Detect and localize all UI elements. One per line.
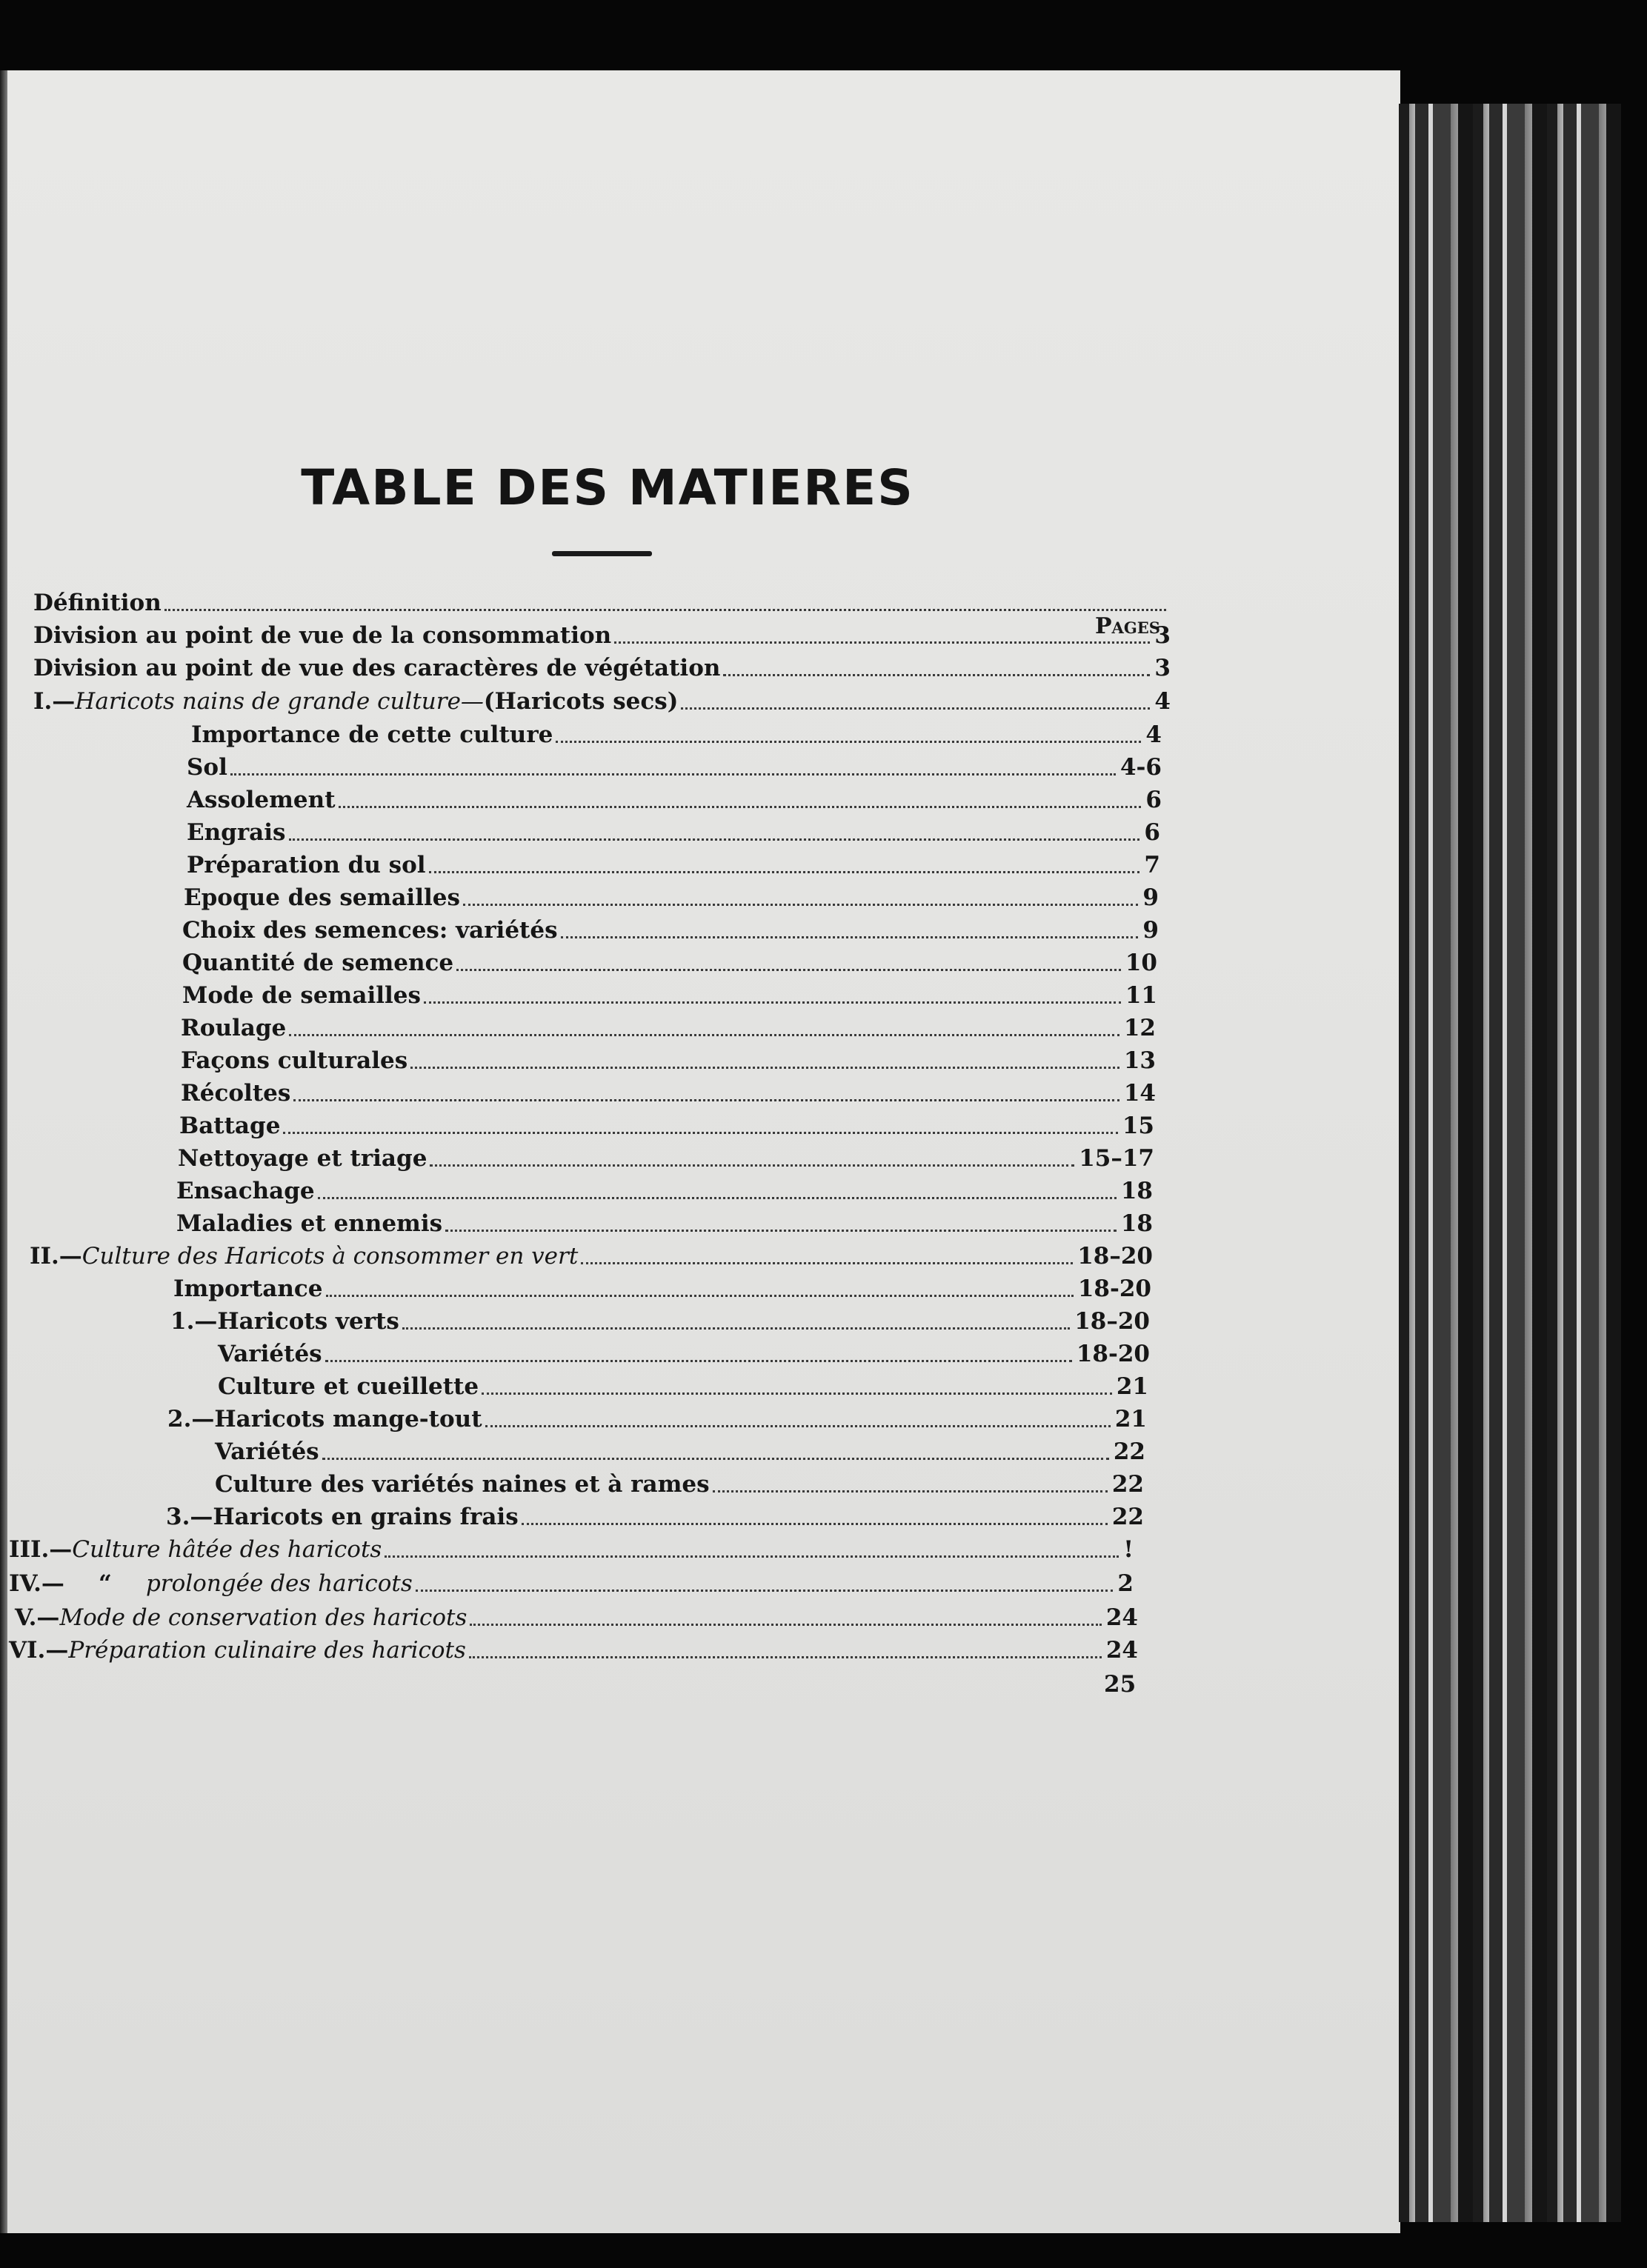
toc-entry-page: ! <box>1123 1536 1134 1563</box>
toc-entry-title <box>30 1245 578 1268</box>
dot-leader <box>325 1360 1072 1362</box>
dot-leader <box>681 707 1150 710</box>
toc-section-entry <box>30 1235 1153 1268</box>
toc-entry <box>179 1105 1154 1138</box>
toc-entry <box>181 1040 1156 1073</box>
dot-leader <box>561 936 1139 938</box>
toc-entry <box>33 647 1171 680</box>
toc-entry <box>218 1333 1150 1366</box>
toc-entry <box>191 714 1162 747</box>
toc-entry-title: Battage <box>179 1113 281 1139</box>
toc-entry-title: Quantité de semence <box>182 950 454 976</box>
dot-leader <box>614 641 1150 644</box>
section-numeral: V.— <box>15 1604 60 1631</box>
toc-entry-page: 2 <box>1117 1570 1134 1597</box>
book-spine-edge <box>1399 104 1621 2222</box>
toc-entry-page: 9 <box>1142 884 1159 911</box>
section-italic-title: Culture hâtée des haricots <box>72 1536 382 1563</box>
toc-entry <box>176 1203 1153 1235</box>
dot-leader <box>723 674 1150 676</box>
toc-entry-title <box>9 1572 413 1595</box>
toc-entry-title: 1.—Haricots verts <box>170 1308 399 1335</box>
toc-entry-page: 22 <box>1111 1471 1144 1498</box>
toc-entry-title: Mode de semailles <box>182 982 421 1009</box>
toc-entry-title: Division au point de vue des caractères de végétation <box>33 655 721 681</box>
toc-trailing-page-number <box>1104 1664 1138 1696</box>
dot-leader <box>289 838 1140 841</box>
toc-entry-page: 15–17 <box>1079 1145 1154 1172</box>
pages-column-header: Pages <box>1095 613 1160 639</box>
dot-leader <box>385 1555 1119 1558</box>
toc-entry-title: Importance <box>173 1275 323 1302</box>
dot-leader <box>482 1393 1112 1395</box>
dot-leader <box>289 1034 1119 1036</box>
toc-entry-page: 18 <box>1120 1210 1153 1237</box>
dot-leader <box>322 1458 1109 1460</box>
toc-entry <box>187 779 1162 812</box>
toc-entry-title: Culture des variétés naines et à rames <box>215 1471 710 1498</box>
toc-entry <box>170 1301 1150 1333</box>
toc-entry-page: 21 <box>1114 1406 1147 1432</box>
section-italic-title: Culture des Haricots à consommer en vert <box>81 1243 579 1270</box>
toc-entry <box>182 975 1157 1007</box>
toc-entry-page: 13 <box>1123 1047 1156 1074</box>
toc-entry-title: Assolement <box>187 787 336 813</box>
toc-entry-title: Engrais <box>187 819 286 846</box>
dot-leader <box>463 904 1138 906</box>
toc-entry-page: 4-6 <box>1119 754 1162 781</box>
toc-entry-page: 14 <box>1123 1080 1156 1107</box>
toc-entry-title: Définition <box>33 590 162 616</box>
dot-leader <box>283 1132 1117 1134</box>
toc-entry-page: 4 <box>1145 721 1162 748</box>
toc-entry-title: Récoltes <box>181 1080 291 1107</box>
toc-section-entry <box>33 681 1171 713</box>
toc-entry <box>187 812 1160 844</box>
toc-section-entry <box>15 1597 1138 1630</box>
toc-entry-title: Division au point de vue de la consommation <box>33 622 612 649</box>
toc-entry <box>218 1366 1148 1398</box>
dot-leader <box>581 1262 1073 1264</box>
toc-entry-title: I.—Haricots nains de grande culture—(Haricots secs) <box>33 688 679 715</box>
dot-leader <box>326 1295 1074 1297</box>
toc-entry-title: Epoque des semailles <box>184 884 460 911</box>
toc-entry <box>215 1464 1144 1496</box>
dot-leader <box>445 1230 1117 1232</box>
dot-leader <box>164 609 1166 611</box>
toc-entry <box>166 1496 1144 1529</box>
toc-entry-title: Choix des semences: variétés <box>182 917 558 944</box>
toc-entry-page: 24 <box>1105 1637 1138 1664</box>
section-numeral: II.— <box>30 1243 82 1270</box>
dot-leader <box>424 1001 1121 1004</box>
dot-leader <box>469 1656 1102 1658</box>
dot-leader <box>430 1164 1074 1167</box>
toc-entry <box>173 1268 1151 1301</box>
toc-entry <box>182 910 1159 942</box>
toc-entry-title: 2.—Haricots mange-tout <box>167 1406 482 1432</box>
toc-section-entry <box>9 1529 1134 1561</box>
toc-entry-page: 22 <box>1113 1438 1145 1465</box>
toc-entry <box>33 615 1171 647</box>
toc-entry <box>181 1007 1156 1040</box>
dot-leader <box>230 773 1116 776</box>
toc-entry-page: 9 <box>1142 917 1159 944</box>
toc-entry-page: 4 <box>1154 688 1171 715</box>
toc-entry-title <box>9 1538 382 1561</box>
toc-entry <box>176 1170 1153 1203</box>
toc-entry <box>167 1398 1147 1431</box>
section-italic-title: Mode de conservation des haricots <box>59 1604 468 1631</box>
dot-leader <box>456 969 1121 971</box>
toc-entry-title: Préparation du sol <box>187 852 426 878</box>
toc-entry-title: Variétés <box>215 1438 319 1465</box>
toc-entry-title: Nettoyage et triage <box>178 1145 427 1172</box>
toc-entry-title: Maladies et ennemis <box>176 1210 443 1237</box>
dot-leader <box>293 1099 1119 1101</box>
toc-entry <box>178 1138 1154 1170</box>
ditto-mark: “ <box>99 1570 112 1597</box>
toc-entry-page: 6 <box>1144 819 1160 846</box>
section-numeral: I.— <box>33 688 76 715</box>
toc-entry-page: 7 <box>1144 852 1160 878</box>
toc-entry-page: 24 <box>1105 1604 1138 1631</box>
toc-entry-page: 18–20 <box>1077 1243 1153 1270</box>
dot-leader <box>556 741 1141 743</box>
toc-entry-page: 10 <box>1125 950 1157 976</box>
toc-entry <box>184 877 1159 910</box>
toc-entry-title: Roulage <box>181 1015 287 1041</box>
toc-entry-page: 18-20 <box>1076 1341 1150 1367</box>
toc-entry-title: Ensachage <box>176 1178 315 1204</box>
toc-entry <box>181 1073 1156 1105</box>
toc-entry-title: Variétés <box>218 1341 322 1367</box>
dot-leader <box>470 1624 1101 1626</box>
section-italic-title: prolongée des haricots <box>145 1570 413 1597</box>
section-numeral: IV.— <box>9 1570 64 1597</box>
toc-entry <box>182 942 1157 975</box>
dot-leader <box>402 1327 1070 1330</box>
toc-entry-title: Façons culturales <box>181 1047 408 1074</box>
section-numeral: VI.— <box>9 1637 69 1664</box>
dot-leader <box>522 1523 1108 1525</box>
toc-entry-page: 18-20 <box>1077 1275 1151 1302</box>
toc-entry-page: 22 <box>1111 1504 1144 1530</box>
toc-section-entry <box>9 1630 1138 1662</box>
toc-entry-page: 18 <box>1120 1178 1153 1204</box>
toc-entry-title <box>9 1639 466 1662</box>
dot-leader <box>485 1425 1111 1427</box>
toc-entry-page: 15 <box>1122 1113 1154 1139</box>
toc-entry-page: 21 <box>1116 1373 1148 1400</box>
dot-leader <box>429 871 1140 873</box>
toc-entry-page: 3 <box>1154 655 1171 681</box>
toc-section-entry <box>9 1563 1134 1595</box>
toc-entry-page: 12 <box>1123 1015 1156 1041</box>
dot-leader <box>713 1490 1108 1492</box>
toc-entry-title <box>15 1604 468 1631</box>
dot-leader <box>318 1197 1117 1199</box>
toc-entry-title: 3.—Haricots en grains frais <box>166 1504 519 1530</box>
toc-entry-title: Culture et cueillette <box>218 1373 479 1400</box>
toc-entry-page: 18–20 <box>1074 1308 1150 1335</box>
section-italic-title: Préparation culinaire des haricots <box>68 1637 466 1664</box>
toc-entry <box>33 582 1171 615</box>
toc-entry <box>215 1431 1145 1464</box>
toc-entry-page: 3 <box>1154 622 1171 649</box>
toc-entry <box>187 844 1160 877</box>
section-numeral: III.— <box>9 1536 73 1563</box>
toc-entry-title: Sol <box>187 754 227 781</box>
page-title: TABLE DES MATIERES <box>301 459 914 516</box>
toc-entry <box>187 747 1162 779</box>
toc-entry-page: 11 <box>1125 982 1157 1009</box>
dot-leader <box>410 1067 1119 1069</box>
toc-entry-page: 25 <box>1104 1671 1137 1698</box>
toc-entry-page: 6 <box>1145 787 1162 813</box>
section-italic-title: Haricots nains de grande culture— <box>75 688 484 715</box>
dot-leader <box>416 1590 1114 1592</box>
dot-leader <box>339 806 1142 808</box>
toc-entry-title: Importance de cette culture <box>191 721 553 748</box>
